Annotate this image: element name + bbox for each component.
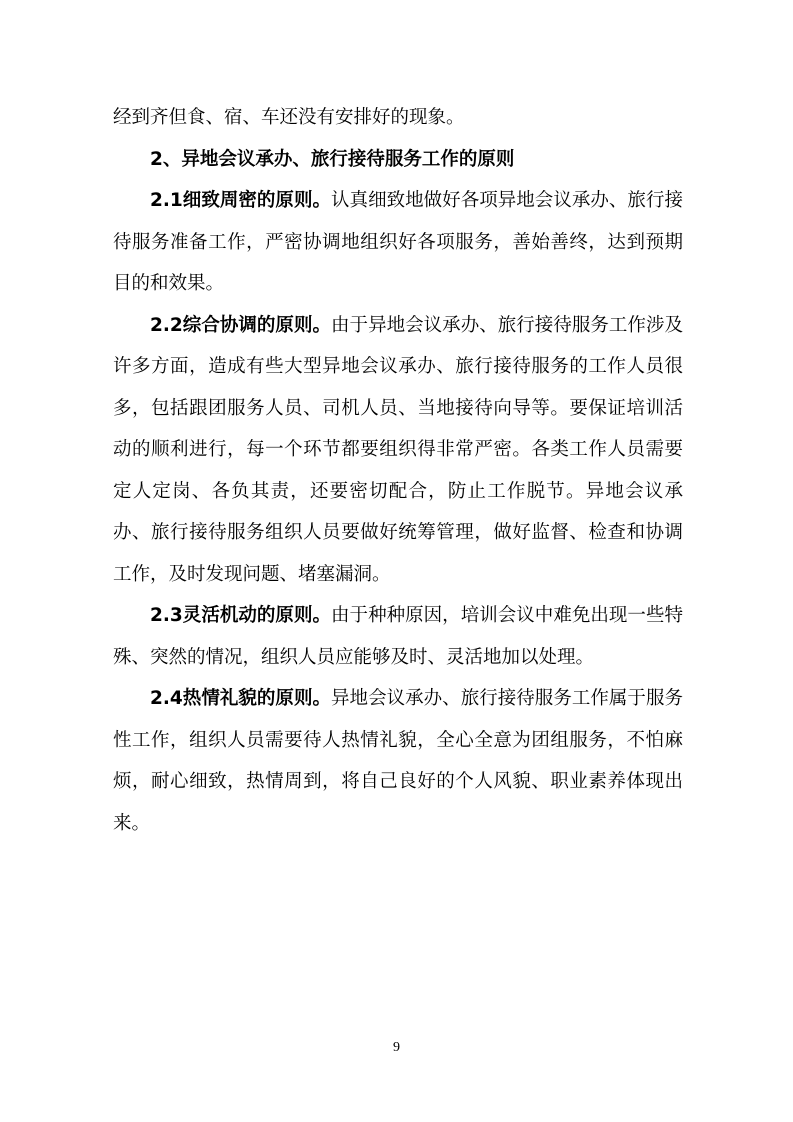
principle-paragraph-2-3 (113, 595, 683, 678)
page-number: 9 (393, 1040, 400, 1055)
principle-body: 异地会议承办、旅行接待服务工作属于服务性工作，组织人员需要待人热情礼貌，全心全意为团组服务，不怕麻烦，耐心细致，热情周到，将自己良好的个人风貌、职业素养体现出来。 (113, 688, 683, 834)
principle-number: 2.1 (150, 190, 183, 211)
principle-body: 认真细致地做好各项异地会议承办、旅行接待服务准备工作，严密协调地组织好各项服务，善始善终，达到预期目的和效果。 (113, 190, 683, 294)
principle-title: 灵活机动的原则。 (182, 605, 332, 626)
principle-body: 由于种种原因，培训会议中难免出现一些特殊、突然的情况，组织人员应能够及时、灵活地加以处理。 (113, 605, 683, 668)
section-heading: 2、异地会议承办、旅行接待服务工作的原则 (150, 148, 515, 170)
principle-title: 综合协调的原则。 (182, 314, 332, 336)
principle-title: 热情礼貌的原则。 (182, 688, 332, 709)
principle-title: 细致周密的原则。 (182, 190, 332, 211)
principle-paragraph-2-1 (113, 180, 683, 305)
principle-paragraph-2-4 (113, 678, 683, 844)
principle-body: 由于异地会议承办、旅行接待服务工作涉及许多方面，造成有些大型异地会议承办、旅行接待服务的工作人员很多，包括跟团服务人员、司机人员、当地接待向导等。要保证培训活动的顺利进行，每一个环节都要组织得非常严密。各类工作人员需要定人定岗、各负其责，还要密切配合，防止工作脱节。异地会议承办、旅行接待服务组织人员要做好统筹管理，做好监督、检查和协调工作，及时发现问题、堵塞漏洞。 (113, 314, 683, 585)
principle-paragraph-2-2 (113, 305, 683, 596)
principle-number: 2.2 (150, 314, 183, 336)
principle-number: 2.4 (150, 688, 183, 709)
principle-number: 2.3 (150, 605, 183, 626)
continuation-paragraph: 经到齐但食、宿、车还没有安排好的现象。 (113, 107, 465, 128)
page-content (113, 97, 683, 844)
